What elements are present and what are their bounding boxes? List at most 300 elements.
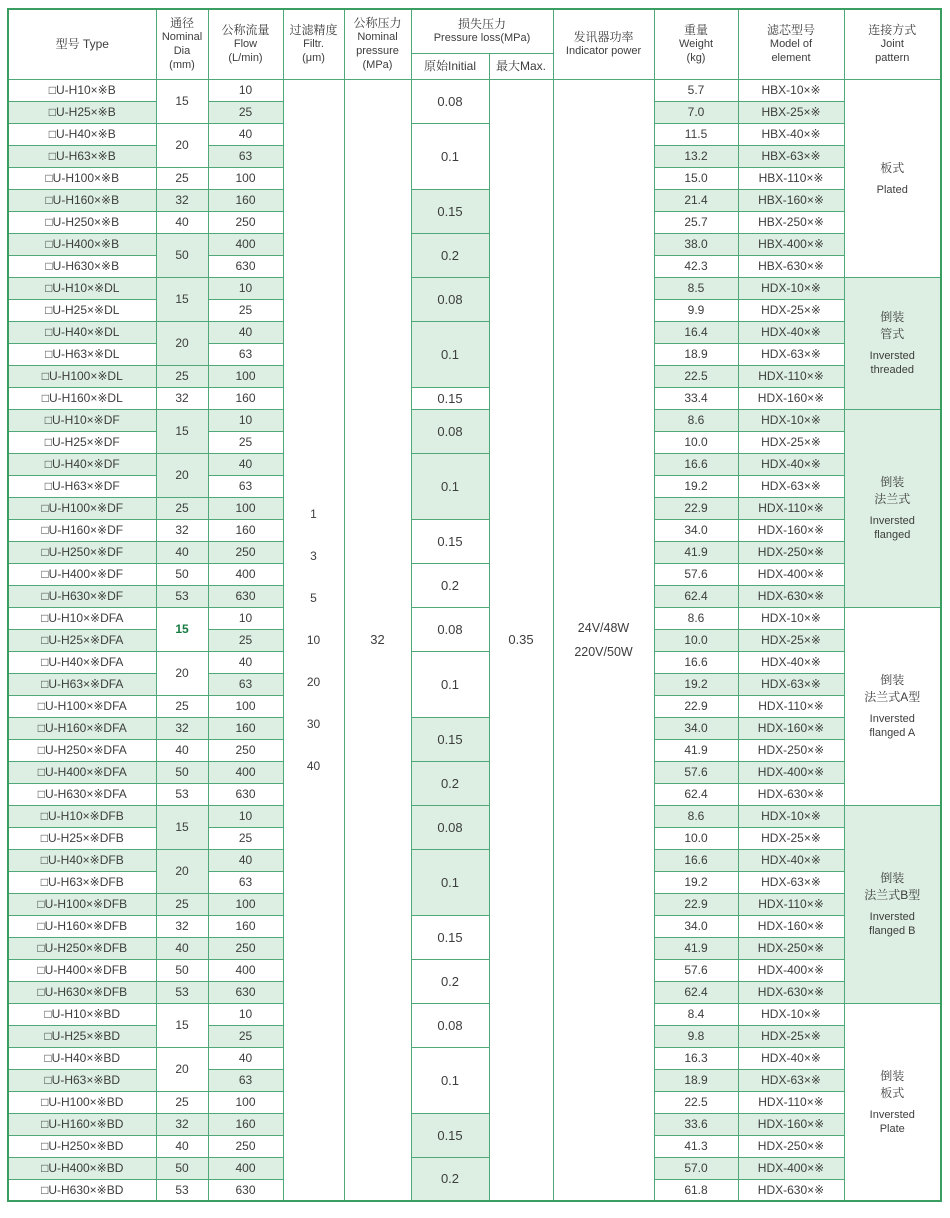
- table-row: [8, 805, 941, 827]
- dia-cell: 25: [156, 497, 208, 519]
- flow-cell: 10: [208, 409, 283, 431]
- table-row: [8, 1113, 941, 1135]
- type-cell: □U-H63×※BD: [8, 1069, 156, 1091]
- type-cell: □U-H63×※DF: [8, 475, 156, 497]
- weight-cell: 9.9: [654, 299, 738, 321]
- col-header-filtration: 过滤精度 Filtr. (μm): [283, 9, 344, 79]
- flow-cell: 40: [208, 123, 283, 145]
- flow-cell: 10: [208, 277, 283, 299]
- dia-cell: 50: [156, 233, 208, 277]
- weight-cell: 21.4: [654, 189, 738, 211]
- dia-cell: 25: [156, 1091, 208, 1113]
- element-cell: HDX-10×※: [738, 607, 844, 629]
- element-cell: HDX-110×※: [738, 893, 844, 915]
- pressure-loss-initial-cell: 0.15: [411, 387, 489, 409]
- weight-cell: 8.4: [654, 1003, 738, 1025]
- flow-cell: 400: [208, 563, 283, 585]
- flow-cell: 630: [208, 585, 283, 607]
- type-cell: □U-H10×※DL: [8, 277, 156, 299]
- flow-cell: 63: [208, 343, 283, 365]
- col-header-joint-pattern: 连接方式 Joint pattern: [844, 9, 941, 79]
- col-header-loss-initial: 原始Initial: [411, 53, 489, 79]
- flow-cell: 40: [208, 453, 283, 475]
- weight-cell: 5.7: [654, 79, 738, 101]
- filtration-cell: 1 3 5 10 20 30 40: [283, 79, 344, 1201]
- element-cell: HDX-40×※: [738, 1047, 844, 1069]
- type-cell: □U-H160×※BD: [8, 1113, 156, 1135]
- element-cell: HDX-63×※: [738, 343, 844, 365]
- filter-spec-table: [7, 8, 942, 1202]
- flow-cell: 400: [208, 761, 283, 783]
- weight-cell: 25.7: [654, 211, 738, 233]
- element-cell: HDX-63×※: [738, 673, 844, 695]
- type-cell: □U-H10×※B: [8, 79, 156, 101]
- element-cell: HDX-160×※: [738, 915, 844, 937]
- dia-cell: 25: [156, 167, 208, 189]
- flow-cell: 100: [208, 497, 283, 519]
- pressure-loss-initial-cell: 0.08: [411, 607, 489, 651]
- type-cell: □U-H630×※DFB: [8, 981, 156, 1003]
- type-cell: □U-H25×※DL: [8, 299, 156, 321]
- pressure-loss-initial-cell: 0.08: [411, 409, 489, 453]
- type-cell: □U-H630×※DF: [8, 585, 156, 607]
- table-row: [8, 387, 941, 409]
- pressure-loss-initial-cell: 0.15: [411, 189, 489, 233]
- pressure-loss-initial-cell: 0.2: [411, 563, 489, 607]
- col-header-indicator-power: 发讯器功率 Indicator power: [553, 9, 654, 79]
- flow-cell: 250: [208, 1135, 283, 1157]
- type-cell: □U-H40×※DFA: [8, 651, 156, 673]
- dia-cell: 20: [156, 123, 208, 167]
- weight-cell: 11.5: [654, 123, 738, 145]
- flow-cell: 400: [208, 1157, 283, 1179]
- flow-cell: 250: [208, 211, 283, 233]
- element-cell: HDX-630×※: [738, 1179, 844, 1201]
- pressure-loss-max-cell: 0.35: [489, 79, 553, 1201]
- element-cell: HDX-400×※: [738, 761, 844, 783]
- weight-cell: 33.4: [654, 387, 738, 409]
- col-header-nominal-pressure: 公称压力 Nominal pressure (MPa): [344, 9, 411, 79]
- weight-cell: 16.3: [654, 1047, 738, 1069]
- col-header-element-model: 滤芯型号 Model of element: [738, 9, 844, 79]
- col-header-weight: 重量 Weight (kg): [654, 9, 738, 79]
- type-cell: □U-H160×※DFB: [8, 915, 156, 937]
- dia-cell: 32: [156, 387, 208, 409]
- table-row: [8, 1003, 941, 1025]
- pressure-loss-initial-cell: 0.1: [411, 321, 489, 387]
- weight-cell: 8.6: [654, 805, 738, 827]
- pressure-loss-initial-cell: 0.1: [411, 651, 489, 717]
- weight-cell: 9.8: [654, 1025, 738, 1047]
- element-cell: HDX-630×※: [738, 783, 844, 805]
- element-cell: HDX-63×※: [738, 475, 844, 497]
- pressure-loss-initial-cell: 0.1: [411, 849, 489, 915]
- dia-cell: 32: [156, 717, 208, 739]
- dia-cell: 40: [156, 1135, 208, 1157]
- weight-cell: 22.9: [654, 893, 738, 915]
- table-row: [8, 849, 941, 871]
- dia-cell: 50: [156, 761, 208, 783]
- indicator-power-cell: 24V/48W 220V/50W: [553, 79, 654, 1201]
- pressure-loss-initial-cell: 0.2: [411, 959, 489, 1003]
- flow-cell: 25: [208, 629, 283, 651]
- dia-cell: 53: [156, 783, 208, 805]
- element-cell: HDX-40×※: [738, 651, 844, 673]
- table-row: [8, 277, 941, 299]
- pressure-loss-initial-cell: 0.1: [411, 453, 489, 519]
- element-cell: HDX-250×※: [738, 541, 844, 563]
- table-body: [8, 79, 941, 1201]
- flow-cell: 100: [208, 1091, 283, 1113]
- weight-cell: 22.9: [654, 695, 738, 717]
- type-cell: □U-H250×※DFB: [8, 937, 156, 959]
- type-cell: □U-H400×※DFB: [8, 959, 156, 981]
- dia-cell: 40: [156, 739, 208, 761]
- flow-cell: 25: [208, 299, 283, 321]
- type-cell: □U-H40×※BD: [8, 1047, 156, 1069]
- joint-pattern-cell: 倒装 管式 Inversted threaded: [844, 277, 941, 409]
- weight-cell: 34.0: [654, 915, 738, 937]
- dia-cell: 40: [156, 937, 208, 959]
- element-cell: HBX-160×※: [738, 189, 844, 211]
- type-cell: □U-H25×※B: [8, 101, 156, 123]
- element-cell: HDX-160×※: [738, 519, 844, 541]
- element-cell: HBX-250×※: [738, 211, 844, 233]
- element-cell: HDX-110×※: [738, 365, 844, 387]
- element-cell: HDX-63×※: [738, 871, 844, 893]
- weight-cell: 8.6: [654, 607, 738, 629]
- type-cell: □U-H100×※DFA: [8, 695, 156, 717]
- element-cell: HBX-63×※: [738, 145, 844, 167]
- flow-cell: 160: [208, 387, 283, 409]
- type-cell: □U-H100×※B: [8, 167, 156, 189]
- dia-cell: 40: [156, 211, 208, 233]
- flow-cell: 100: [208, 893, 283, 915]
- dia-cell: 50: [156, 1157, 208, 1179]
- weight-cell: 57.6: [654, 761, 738, 783]
- flow-cell: 630: [208, 255, 283, 277]
- table-row: [8, 959, 941, 981]
- dia-cell: 15: [156, 1003, 208, 1047]
- element-cell: HDX-10×※: [738, 409, 844, 431]
- weight-cell: 18.9: [654, 343, 738, 365]
- flow-cell: 100: [208, 365, 283, 387]
- pressure-loss-initial-cell: 0.15: [411, 717, 489, 761]
- dia-cell: 32: [156, 519, 208, 541]
- type-cell: □U-H25×※BD: [8, 1025, 156, 1047]
- weight-cell: 38.0: [654, 233, 738, 255]
- flow-cell: 40: [208, 651, 283, 673]
- pressure-loss-initial-cell: 0.15: [411, 1113, 489, 1157]
- dia-cell: 20: [156, 321, 208, 365]
- weight-cell: 34.0: [654, 717, 738, 739]
- type-cell: □U-H63×※B: [8, 145, 156, 167]
- type-cell: □U-H630×※B: [8, 255, 156, 277]
- dia-cell: 25: [156, 893, 208, 915]
- flow-cell: 250: [208, 541, 283, 563]
- nominal-pressure-cell: 32: [344, 79, 411, 1201]
- flow-cell: 160: [208, 189, 283, 211]
- dia-cell: 50: [156, 563, 208, 585]
- weight-cell: 16.4: [654, 321, 738, 343]
- pressure-loss-initial-cell: 0.08: [411, 1003, 489, 1047]
- element-cell: HDX-630×※: [738, 585, 844, 607]
- table-row: [8, 651, 941, 673]
- pressure-loss-initial-cell: 0.2: [411, 761, 489, 805]
- dia-cell: 15: [156, 607, 208, 651]
- element-cell: HBX-40×※: [738, 123, 844, 145]
- element-cell: HDX-250×※: [738, 739, 844, 761]
- element-cell: HDX-250×※: [738, 1135, 844, 1157]
- flow-cell: 100: [208, 167, 283, 189]
- type-cell: □U-H63×※DFB: [8, 871, 156, 893]
- type-cell: □U-H400×※BD: [8, 1157, 156, 1179]
- flow-cell: 10: [208, 79, 283, 101]
- type-cell: □U-H630×※DFA: [8, 783, 156, 805]
- flow-cell: 630: [208, 981, 283, 1003]
- type-cell: □U-H630×※BD: [8, 1179, 156, 1201]
- element-cell: HDX-400×※: [738, 959, 844, 981]
- element-cell: HBX-400×※: [738, 233, 844, 255]
- dia-cell: 25: [156, 365, 208, 387]
- weight-cell: 22.5: [654, 365, 738, 387]
- type-cell: □U-H40×※B: [8, 123, 156, 145]
- element-cell: HBX-10×※: [738, 79, 844, 101]
- type-cell: □U-H25×※DF: [8, 431, 156, 453]
- flow-cell: 630: [208, 1179, 283, 1201]
- weight-cell: 33.6: [654, 1113, 738, 1135]
- flow-cell: 25: [208, 101, 283, 123]
- weight-cell: 41.9: [654, 739, 738, 761]
- table-row: [8, 915, 941, 937]
- pressure-loss-initial-cell: 0.15: [411, 519, 489, 563]
- table-row: [8, 79, 941, 101]
- flow-cell: 10: [208, 1003, 283, 1025]
- element-cell: HBX-25×※: [738, 101, 844, 123]
- element-cell: HDX-630×※: [738, 981, 844, 1003]
- dia-cell: 32: [156, 1113, 208, 1135]
- type-cell: □U-H40×※DF: [8, 453, 156, 475]
- type-cell: □U-H250×※DFA: [8, 739, 156, 761]
- pressure-loss-initial-cell: 0.08: [411, 79, 489, 123]
- flow-cell: 160: [208, 1113, 283, 1135]
- dia-cell: 20: [156, 1047, 208, 1091]
- weight-cell: 62.4: [654, 585, 738, 607]
- joint-pattern-cell: 倒装 法兰式 Inversted flanged: [844, 409, 941, 607]
- element-cell: HDX-10×※: [738, 1003, 844, 1025]
- type-cell: □U-H10×※BD: [8, 1003, 156, 1025]
- element-cell: HDX-25×※: [738, 299, 844, 321]
- table-row: [8, 189, 941, 211]
- element-cell: HDX-400×※: [738, 563, 844, 585]
- weight-cell: 22.5: [654, 1091, 738, 1113]
- element-cell: HDX-250×※: [738, 937, 844, 959]
- dia-cell: 20: [156, 849, 208, 893]
- flow-cell: 63: [208, 871, 283, 893]
- type-cell: □U-H25×※DFA: [8, 629, 156, 651]
- pressure-loss-initial-cell: 0.1: [411, 123, 489, 189]
- type-cell: □U-H100×※DF: [8, 497, 156, 519]
- type-cell: □U-H10×※DFB: [8, 805, 156, 827]
- col-header-pressure-loss: 损失压力 Pressure loss(MPa): [411, 9, 553, 53]
- type-cell: □U-H63×※DFA: [8, 673, 156, 695]
- table-row: [8, 1157, 941, 1179]
- weight-cell: 16.6: [654, 651, 738, 673]
- weight-cell: 42.3: [654, 255, 738, 277]
- flow-cell: 630: [208, 783, 283, 805]
- element-cell: HDX-25×※: [738, 629, 844, 651]
- weight-cell: 19.2: [654, 673, 738, 695]
- type-cell: □U-H63×※DL: [8, 343, 156, 365]
- weight-cell: 41.9: [654, 541, 738, 563]
- pressure-loss-initial-cell: 0.2: [411, 1157, 489, 1201]
- joint-pattern-cell: 板式 Plated: [844, 79, 941, 277]
- flow-cell: 160: [208, 915, 283, 937]
- dia-cell: 15: [156, 805, 208, 849]
- pressure-loss-initial-cell: 0.08: [411, 277, 489, 321]
- table-header: [8, 9, 941, 79]
- weight-cell: 19.2: [654, 475, 738, 497]
- table-row: [8, 607, 941, 629]
- pressure-loss-initial-cell: 0.08: [411, 805, 489, 849]
- type-cell: □U-H250×※DF: [8, 541, 156, 563]
- col-header-loss-max: 最大Max.: [489, 53, 553, 79]
- element-cell: HDX-110×※: [738, 695, 844, 717]
- dia-cell: 32: [156, 189, 208, 211]
- table-row: [8, 717, 941, 739]
- type-cell: □U-H10×※DFA: [8, 607, 156, 629]
- weight-cell: 34.0: [654, 519, 738, 541]
- element-cell: HDX-110×※: [738, 497, 844, 519]
- type-cell: □U-H40×※DL: [8, 321, 156, 343]
- flow-cell: 25: [208, 1025, 283, 1047]
- element-cell: HDX-40×※: [738, 321, 844, 343]
- pressure-loss-initial-cell: 0.15: [411, 915, 489, 959]
- type-cell: □U-H100×※DL: [8, 365, 156, 387]
- table-row: [8, 563, 941, 585]
- table-row: [8, 761, 941, 783]
- element-cell: HDX-40×※: [738, 453, 844, 475]
- weight-cell: 10.0: [654, 431, 738, 453]
- weight-cell: 41.9: [654, 937, 738, 959]
- flow-cell: 160: [208, 717, 283, 739]
- type-cell: □U-H10×※DF: [8, 409, 156, 431]
- table-row: [8, 233, 941, 255]
- col-header-flow: 公称流量 Flow (L/min): [208, 9, 283, 79]
- weight-cell: 61.8: [654, 1179, 738, 1201]
- col-header-nominal-dia: 通径 Nominal Dia (mm): [156, 9, 208, 79]
- joint-pattern-cell: 倒装 板式 Inversted Plate: [844, 1003, 941, 1201]
- flow-cell: 40: [208, 849, 283, 871]
- dia-cell: 20: [156, 453, 208, 497]
- joint-pattern-cell: 倒装 法兰式B型 Inversted flanged B: [844, 805, 941, 1003]
- table-row: [8, 409, 941, 431]
- element-cell: HDX-110×※: [738, 1091, 844, 1113]
- type-cell: □U-H400×※B: [8, 233, 156, 255]
- flow-cell: 10: [208, 805, 283, 827]
- weight-cell: 16.6: [654, 453, 738, 475]
- flow-cell: 250: [208, 937, 283, 959]
- dia-cell: 20: [156, 651, 208, 695]
- pressure-loss-initial-cell: 0.1: [411, 1047, 489, 1113]
- weight-cell: 57.6: [654, 563, 738, 585]
- flow-cell: 100: [208, 695, 283, 717]
- flow-cell: 160: [208, 519, 283, 541]
- element-cell: HDX-63×※: [738, 1069, 844, 1091]
- weight-cell: 57.0: [654, 1157, 738, 1179]
- weight-cell: 62.4: [654, 783, 738, 805]
- flow-cell: 400: [208, 233, 283, 255]
- dia-cell: 53: [156, 585, 208, 607]
- flow-cell: 250: [208, 739, 283, 761]
- flow-cell: 40: [208, 321, 283, 343]
- table-row: [8, 321, 941, 343]
- table-row: [8, 519, 941, 541]
- dia-cell: 53: [156, 1179, 208, 1201]
- weight-cell: 10.0: [654, 827, 738, 849]
- weight-cell: 57.6: [654, 959, 738, 981]
- element-cell: HDX-25×※: [738, 1025, 844, 1047]
- weight-cell: 16.6: [654, 849, 738, 871]
- flow-cell: 63: [208, 145, 283, 167]
- dia-cell: 40: [156, 541, 208, 563]
- type-cell: □U-H400×※DFA: [8, 761, 156, 783]
- element-cell: HDX-10×※: [738, 805, 844, 827]
- element-cell: HDX-10×※: [738, 277, 844, 299]
- flow-cell: 63: [208, 475, 283, 497]
- dia-cell: 32: [156, 915, 208, 937]
- weight-cell: 8.5: [654, 277, 738, 299]
- dia-cell: 50: [156, 959, 208, 981]
- element-cell: HDX-25×※: [738, 827, 844, 849]
- weight-cell: 7.0: [654, 101, 738, 123]
- col-header-type: 型号 Type: [8, 9, 156, 79]
- dia-cell: 15: [156, 277, 208, 321]
- element-cell: HDX-160×※: [738, 717, 844, 739]
- flow-cell: 40: [208, 1047, 283, 1069]
- type-cell: □U-H100×※BD: [8, 1091, 156, 1113]
- weight-cell: 10.0: [654, 629, 738, 651]
- table-row: [8, 453, 941, 475]
- type-cell: □U-H160×※DL: [8, 387, 156, 409]
- type-cell: □U-H25×※DFB: [8, 827, 156, 849]
- joint-pattern-cell: 倒装 法兰式A型 Inversted flanged A: [844, 607, 941, 805]
- flow-cell: 25: [208, 431, 283, 453]
- element-cell: HDX-25×※: [738, 431, 844, 453]
- weight-cell: 41.3: [654, 1135, 738, 1157]
- flow-cell: 63: [208, 1069, 283, 1091]
- type-cell: □U-H100×※DFB: [8, 893, 156, 915]
- type-cell: □U-H250×※B: [8, 211, 156, 233]
- type-cell: □U-H40×※DFB: [8, 849, 156, 871]
- weight-cell: 22.9: [654, 497, 738, 519]
- flow-cell: 10: [208, 607, 283, 629]
- dia-cell: 15: [156, 79, 208, 123]
- weight-cell: 19.2: [654, 871, 738, 893]
- element-cell: HDX-40×※: [738, 849, 844, 871]
- element-cell: HDX-160×※: [738, 1113, 844, 1135]
- type-cell: □U-H160×※DF: [8, 519, 156, 541]
- weight-cell: 18.9: [654, 1069, 738, 1091]
- flow-cell: 25: [208, 827, 283, 849]
- element-cell: HDX-160×※: [738, 387, 844, 409]
- type-cell: □U-H160×※B: [8, 189, 156, 211]
- pressure-loss-initial-cell: 0.2: [411, 233, 489, 277]
- element-cell: HBX-630×※: [738, 255, 844, 277]
- flow-cell: 400: [208, 959, 283, 981]
- table-row: [8, 123, 941, 145]
- type-cell: □U-H400×※DF: [8, 563, 156, 585]
